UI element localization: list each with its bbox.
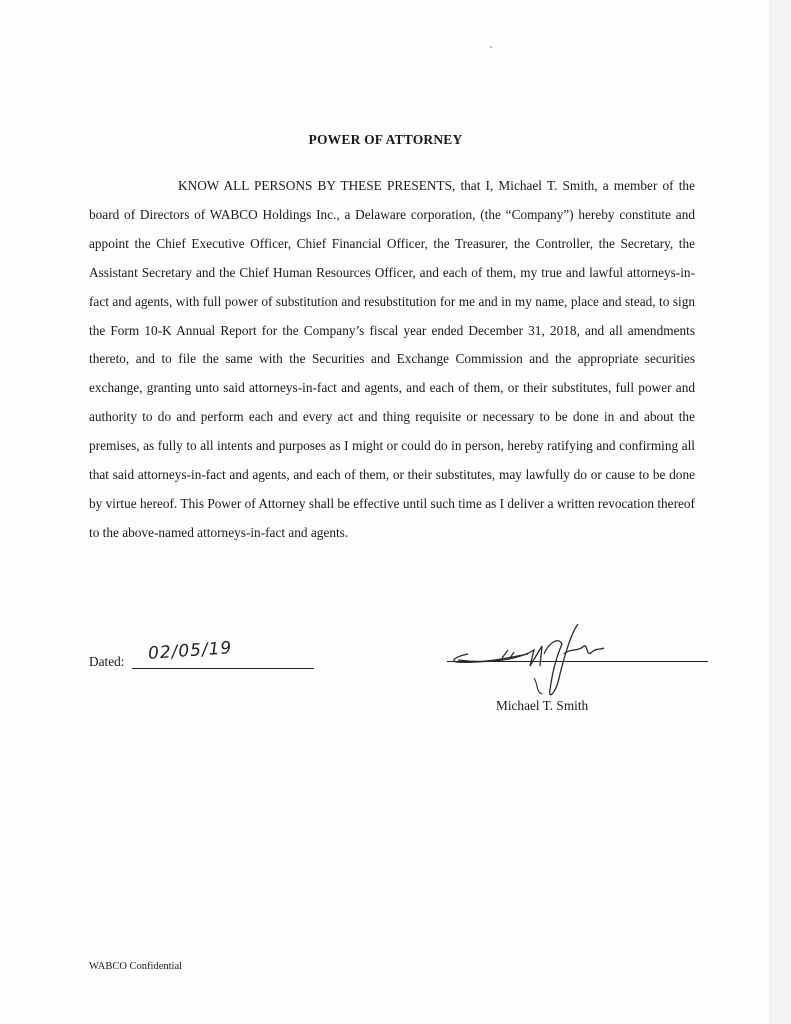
document-title: POWER OF ATTORNEY <box>308 132 463 147</box>
scan-speck <box>490 46 492 48</box>
handwritten-signature <box>438 614 638 704</box>
signer-name: Michael T. Smith <box>496 698 589 713</box>
dated-label: Dated: <box>89 654 125 669</box>
document-body: KNOW ALL PERSONS BY THESE PRESENTS, that I, Michael T. Smith, a member of the board of Directors of WABCO Holdings Inc., a Delaware corporation, (the “Company”) hereby constitute and appoint the Chief Executive Officer, Chief Financial Officer, the Treasurer, the Controller, the Secretary, the Assistant Secretary and the Chief Human Resources Officer, and each of them, my true and lawful attorneys-in-fact and agents, with full power of substitution and resubstitution for me and in my name, place and stead, to sign the Form 10-K Annual Report for the Company’s fiscal year ended December 31, 2018, and all amendments thereto, and to file the same with the Securities and Exchange Commission and the appropriate securities exchange, granting unto said attorneys-in-fact and agents, and each of them, or their substitutes, full power and authority to do and perform each and every act and thing requisite or necessary to be done in and about the premises, as fully to all intents and purposes as I might or could do in person, hereby ratifying and confirming all that said attorneys-in-fact and agents, and each of them, or their substitutes, may lawfully do or cause to be done by virtue hereof. This Power of Attorney shall be effective until such time as I deliver a written revocation thereof to the above-named attorneys-in-fact and agents. <box>89 178 695 540</box>
footer-confidential: WABCO Confidential <box>89 961 183 972</box>
scan-edge <box>769 0 791 1024</box>
signature-line <box>447 661 708 662</box>
dated-value: 02/05/19 <box>147 638 233 664</box>
dated-underline <box>132 668 314 669</box>
